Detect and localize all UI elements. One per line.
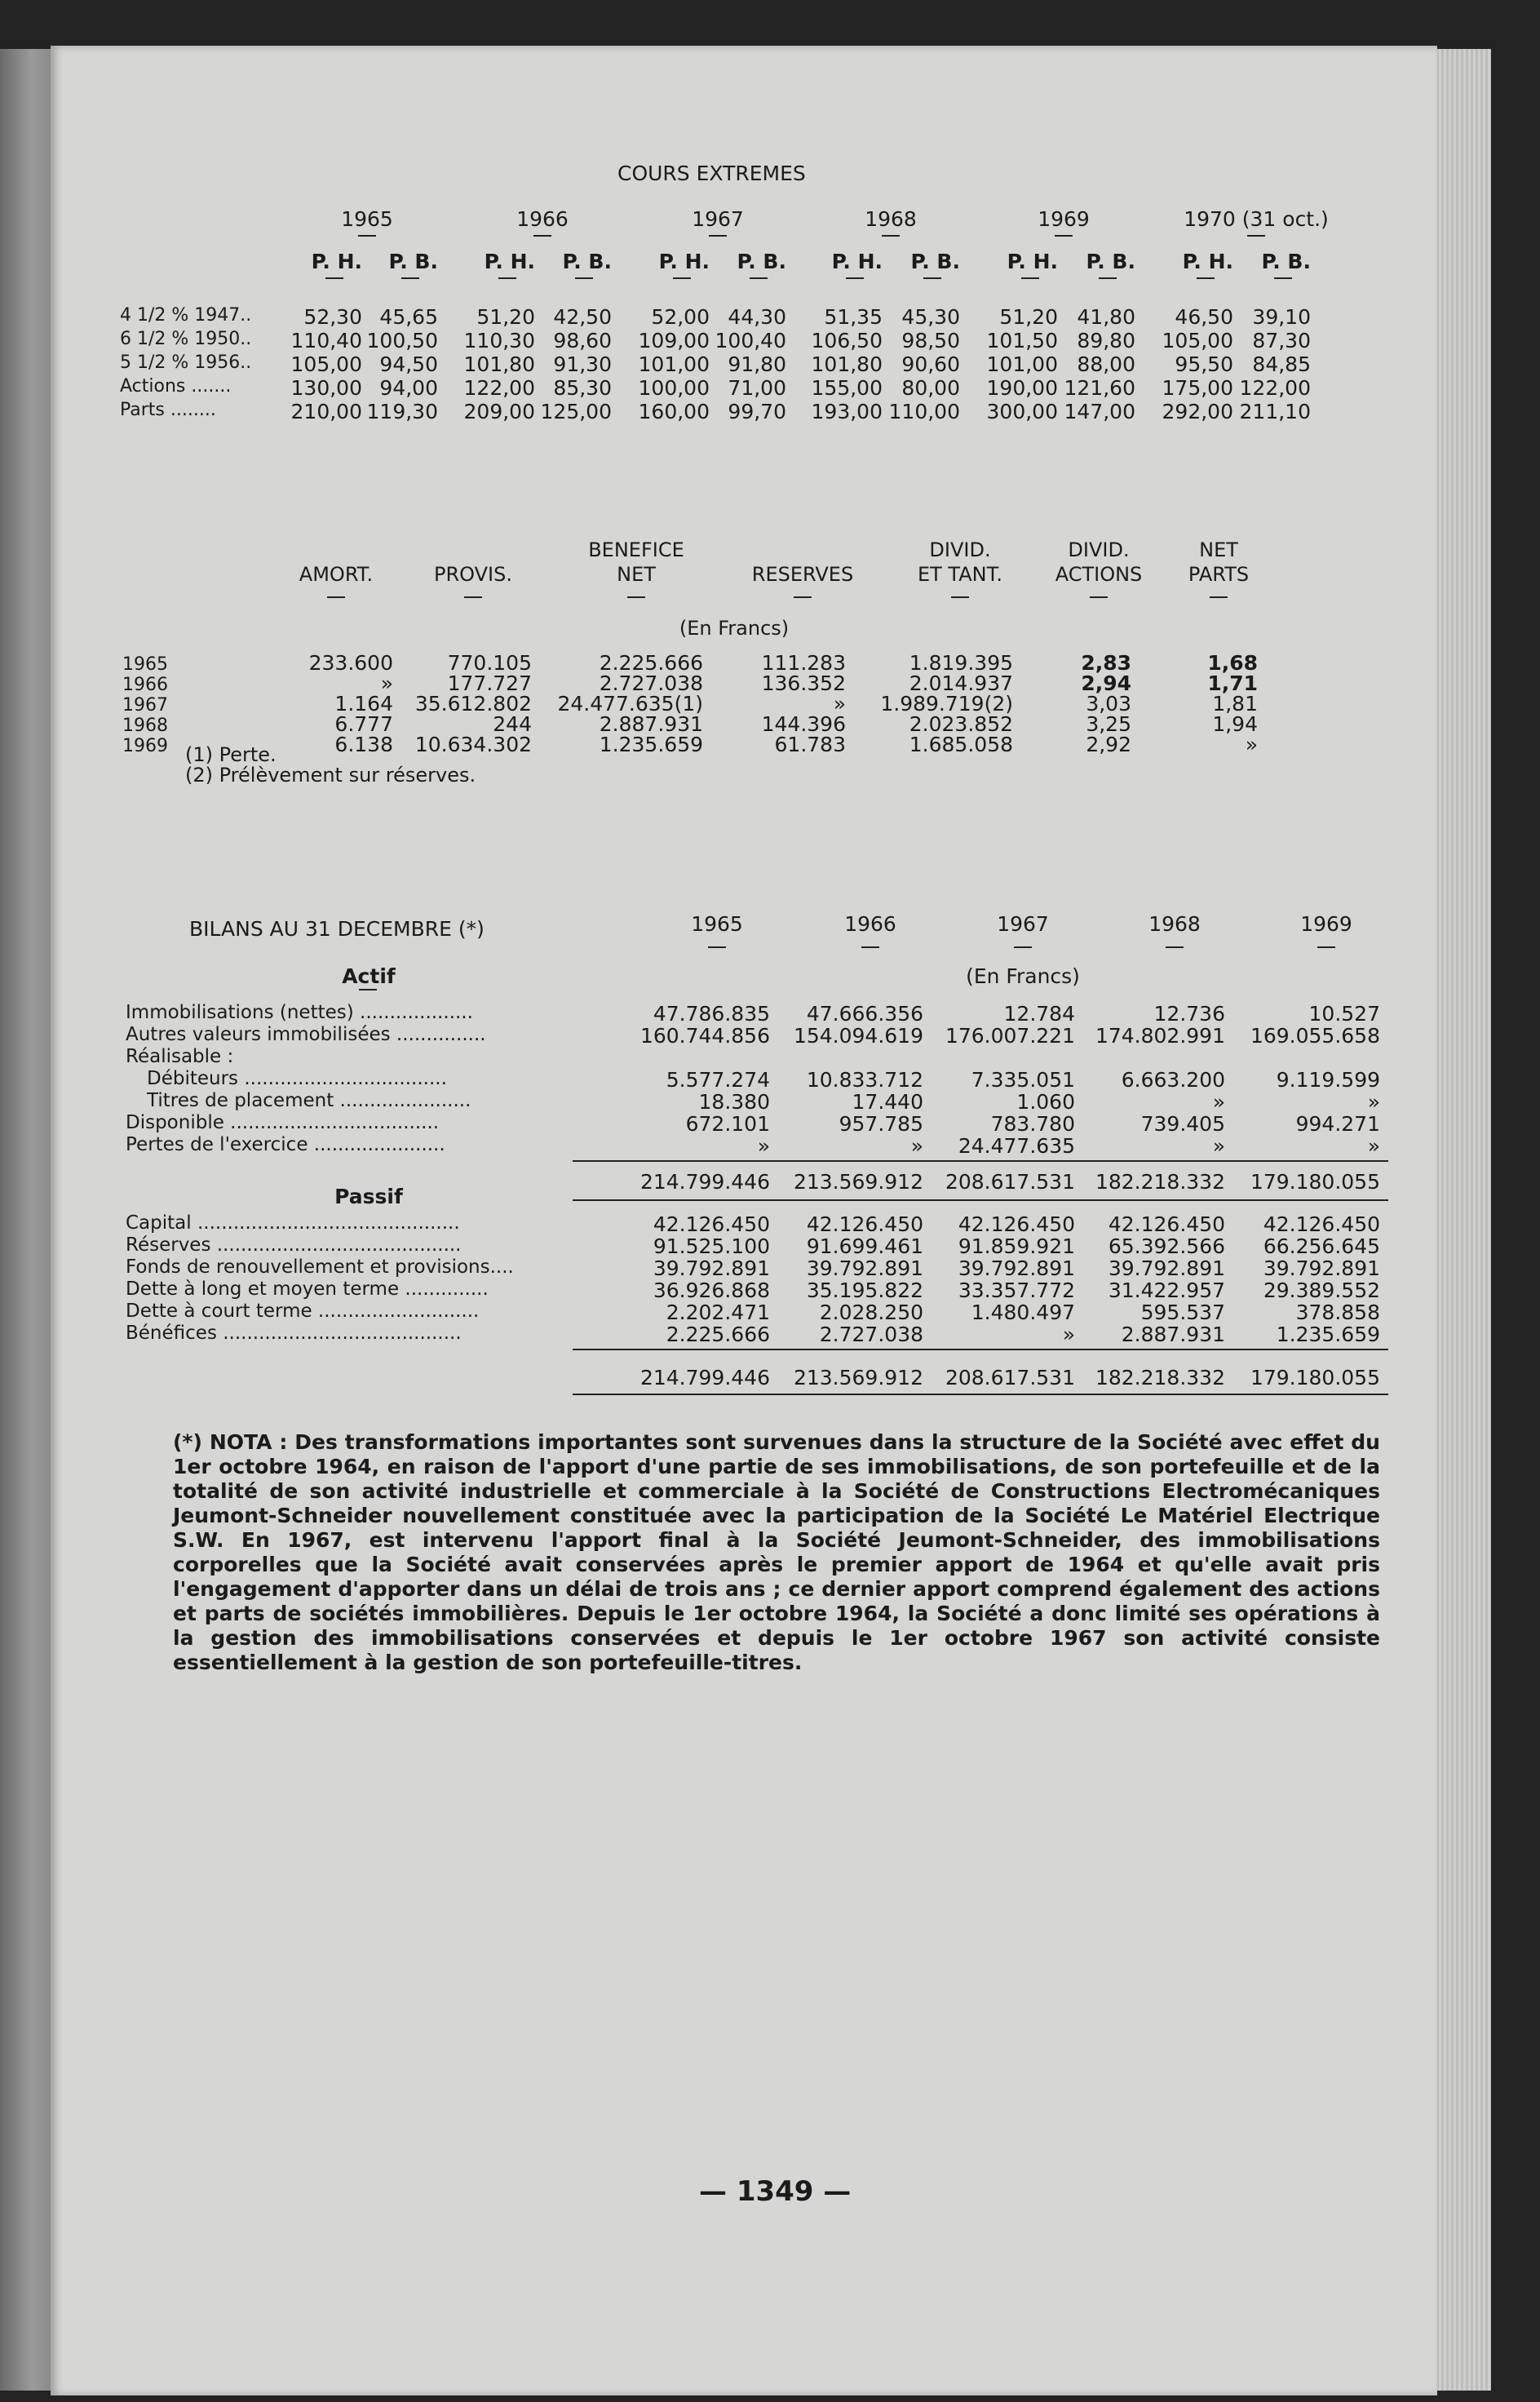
results-divid-cell: 1.685.058 bbox=[909, 733, 1013, 756]
cours-cell: 190,00 bbox=[986, 376, 1058, 400]
cours-cell: 100,50 bbox=[366, 329, 438, 352]
actif-cell: » bbox=[1212, 1134, 1225, 1158]
results-provis-cell: 244 bbox=[493, 712, 532, 736]
results-header-line1: DIVID. bbox=[1068, 538, 1130, 561]
passif-cell: 33.357.772 bbox=[958, 1279, 1075, 1302]
cours-year-header: 1966 bbox=[516, 207, 569, 231]
cours-cell: 105,00 bbox=[1162, 329, 1233, 352]
cours-cell: 98,50 bbox=[901, 329, 960, 352]
nota-label: (*) NOTA : bbox=[173, 1430, 288, 1454]
cours-cell: 45,65 bbox=[379, 305, 438, 329]
cours-cell: 101,80 bbox=[811, 352, 883, 376]
cours-cell: 52,00 bbox=[651, 305, 710, 329]
results-parts-cell: 1,71 bbox=[1207, 671, 1258, 695]
header-underline bbox=[627, 596, 645, 598]
passif-row-label: Fonds de renouvellement et provisions.... bbox=[126, 1256, 514, 1278]
cours-cell: 84,85 bbox=[1252, 352, 1311, 376]
passif-cell: 39.792.891 bbox=[806, 1256, 923, 1280]
cours-cell: 125,00 bbox=[540, 400, 612, 423]
passif-row-label: Réserves ......................................... bbox=[126, 1234, 462, 1256]
results-actions-cell: 3,25 bbox=[1086, 712, 1131, 736]
cours-cell: 122,00 bbox=[463, 376, 535, 400]
actif-cell: 12.784 bbox=[1003, 1002, 1075, 1026]
actif-cell: 18.380 bbox=[698, 1090, 770, 1114]
results-header-line1: NET bbox=[1199, 538, 1238, 561]
cours-cell: 90,60 bbox=[901, 352, 960, 376]
cours-cell: 91,80 bbox=[728, 352, 786, 376]
bilans-year-header: 1968 bbox=[1148, 912, 1201, 936]
actif-row-label: Titres de placement ...................... bbox=[147, 1090, 471, 1111]
actif-cell: » bbox=[1212, 1090, 1225, 1114]
results-amort-cell: 6.138 bbox=[334, 733, 393, 756]
col-underline bbox=[401, 277, 419, 279]
cours-cell: 110,30 bbox=[463, 329, 535, 352]
ph-header: P. H. bbox=[484, 250, 535, 273]
col-underline bbox=[846, 277, 864, 279]
bilans-year-header: 1966 bbox=[844, 912, 896, 936]
results-header-line2: NET bbox=[617, 563, 656, 586]
bilans-year-underline bbox=[1317, 946, 1335, 948]
actif-cell: 957.785 bbox=[839, 1112, 923, 1136]
actif-cell: 47.666.356 bbox=[806, 1002, 923, 1026]
results-reserves-cell: 136.352 bbox=[761, 671, 846, 695]
results-reserves-cell: » bbox=[833, 692, 846, 716]
cours-cell: 211,10 bbox=[1239, 400, 1311, 423]
year-underline bbox=[882, 235, 900, 237]
results-header-line2: ACTIONS bbox=[1055, 563, 1143, 586]
header-underline bbox=[794, 596, 812, 598]
results-header-line2: PROVIS. bbox=[434, 563, 512, 586]
results-header-line1: DIVID. bbox=[929, 538, 991, 561]
actif-total-cell: 182.218.332 bbox=[1095, 1170, 1225, 1194]
cours-cell: 109,00 bbox=[638, 329, 710, 352]
passif-cell: 65.392.566 bbox=[1108, 1234, 1225, 1258]
results-actions-cell: 2,92 bbox=[1086, 733, 1131, 756]
actif-cell: » bbox=[910, 1134, 923, 1158]
document-page bbox=[51, 46, 1437, 2395]
passif-cell: 66.256.645 bbox=[1263, 1234, 1380, 1258]
col-underline bbox=[1099, 277, 1117, 279]
passif-cell: 595.537 bbox=[1140, 1301, 1225, 1324]
cours-cell: 71,00 bbox=[728, 376, 786, 400]
results-note-2: (2) Prélèvement sur réserves. bbox=[185, 764, 476, 787]
results-header-line1: BENEFICE bbox=[588, 538, 684, 561]
cours-cell: 91,30 bbox=[553, 352, 612, 376]
passif-cell: 2.028.250 bbox=[819, 1301, 923, 1324]
passif-cell: 39.792.891 bbox=[1263, 1256, 1380, 1280]
results-amort-cell: 233.600 bbox=[308, 651, 393, 675]
actif-cell: 12.736 bbox=[1153, 1002, 1225, 1026]
results-benefice-cell: 1.235.659 bbox=[599, 733, 703, 756]
passif-row-label: Capital ............................................ bbox=[126, 1212, 460, 1234]
cours-cell: 106,50 bbox=[811, 329, 883, 352]
header-underline bbox=[951, 596, 969, 598]
results-parts-cell: 1,81 bbox=[1212, 692, 1258, 716]
results-provis-cell: 35.612.802 bbox=[414, 692, 532, 716]
cours-row-label: Parts ........ bbox=[120, 400, 216, 420]
actif-cell: 47.786.835 bbox=[653, 1002, 770, 1026]
cours-cell: 94,50 bbox=[379, 352, 438, 376]
col-underline bbox=[1197, 277, 1215, 279]
actif-cell: 24.477.635 bbox=[958, 1134, 1075, 1158]
actif-cell: 154.094.619 bbox=[793, 1024, 923, 1048]
results-provis-cell: 770.105 bbox=[447, 651, 532, 675]
passif-cell: 91.525.100 bbox=[653, 1234, 770, 1258]
cours-cell: 87,30 bbox=[1252, 329, 1311, 352]
results-provis-cell: 10.634.302 bbox=[414, 733, 532, 756]
passif-row-label: Dette à court terme ........................... bbox=[126, 1301, 480, 1322]
cours-cell: 46,50 bbox=[1175, 305, 1233, 329]
pb-header: P. B. bbox=[562, 250, 612, 273]
actif-cell: 783.780 bbox=[990, 1112, 1075, 1136]
bilans-year-underline bbox=[708, 946, 726, 948]
col-underline bbox=[750, 277, 768, 279]
facing-page-edge bbox=[0, 49, 52, 2391]
cours-cell: 160,00 bbox=[638, 400, 710, 423]
actif-cell: 1.060 bbox=[1016, 1090, 1075, 1114]
results-divid-cell: 2.014.937 bbox=[909, 671, 1013, 695]
results-unit: (En Francs) bbox=[679, 617, 790, 640]
cours-cell: 89,80 bbox=[1077, 329, 1135, 352]
bilans-title: BILANS AU 31 DECEMBRE (*) bbox=[189, 917, 485, 941]
cours-cell: 292,00 bbox=[1162, 400, 1233, 423]
cours-row-label: 4 1/2 % 1947.. bbox=[120, 305, 252, 326]
passif-cell: 36.926.868 bbox=[653, 1279, 770, 1302]
cours-year-header: 1969 bbox=[1038, 207, 1090, 231]
cours-cell: 88,00 bbox=[1077, 352, 1135, 376]
results-actions-cell: 3,03 bbox=[1086, 692, 1131, 716]
cours-cell: 193,00 bbox=[811, 400, 883, 423]
cours-title: COURS EXTREMES bbox=[617, 162, 806, 185]
passif-total-cell: 213.569.912 bbox=[793, 1366, 923, 1389]
passif-cell: 1.480.497 bbox=[971, 1301, 1075, 1324]
pb-header: P. B. bbox=[910, 250, 960, 273]
passif-cell: 91.699.461 bbox=[806, 1234, 923, 1258]
bilans-unit: (En Francs) bbox=[966, 964, 1080, 988]
pb-header: P. B. bbox=[1261, 250, 1311, 273]
results-divid-cell: 1.819.395 bbox=[909, 651, 1013, 675]
bilans-year-header: 1965 bbox=[691, 912, 743, 936]
passif-cell: 39.792.891 bbox=[653, 1256, 770, 1280]
cours-cell: 130,00 bbox=[290, 376, 362, 400]
actif-row-label: Autres valeurs immobilisées ............... bbox=[126, 1024, 486, 1045]
actif-row-label: Débiteurs .................................. bbox=[147, 1068, 447, 1089]
col-underline bbox=[923, 277, 941, 279]
cours-cell: 85,30 bbox=[553, 376, 612, 400]
results-actions-cell: 2,94 bbox=[1081, 671, 1131, 695]
passif-cell: 2.225.666 bbox=[666, 1323, 770, 1346]
header-underline bbox=[1210, 596, 1228, 598]
page-stack-edge bbox=[1434, 49, 1491, 2391]
cours-cell: 110,00 bbox=[888, 400, 960, 423]
results-provis-cell: 177.727 bbox=[447, 671, 532, 695]
col-underline bbox=[1021, 277, 1039, 279]
results-divid-cell: 1.989.719(2) bbox=[880, 692, 1013, 716]
cours-row-label: 5 1/2 % 1956.. bbox=[120, 352, 252, 373]
passif-cell: 29.389.552 bbox=[1263, 1279, 1380, 1302]
cours-cell: 94,00 bbox=[379, 376, 438, 400]
cours-cell: 105,00 bbox=[290, 352, 362, 376]
passif-cell: 42.126.450 bbox=[1108, 1212, 1225, 1236]
actif-cell: 176.007.221 bbox=[945, 1024, 1075, 1048]
actif-cell: 7.335.051 bbox=[971, 1068, 1075, 1092]
page-number: — 1349 — bbox=[699, 2175, 852, 2208]
cours-cell: 175,00 bbox=[1162, 376, 1233, 400]
passif-cell: 2.727.038 bbox=[819, 1323, 923, 1346]
results-header-line2: AMORT. bbox=[299, 563, 374, 586]
cours-cell: 210,00 bbox=[290, 400, 362, 423]
results-amort-cell: 6.777 bbox=[334, 712, 393, 736]
passif-cell: 39.792.891 bbox=[958, 1256, 1075, 1280]
actif-total-cell: 208.617.531 bbox=[945, 1170, 1075, 1194]
passif-cell: 39.792.891 bbox=[1108, 1256, 1225, 1280]
cours-cell: 101,00 bbox=[638, 352, 710, 376]
actif-cell: » bbox=[1367, 1090, 1380, 1114]
actif-cell: 739.405 bbox=[1140, 1112, 1225, 1136]
results-benefice-cell: 24.477.635(1) bbox=[557, 692, 703, 716]
results-year: 1968 bbox=[122, 716, 168, 736]
ph-header: P. H. bbox=[1182, 250, 1233, 273]
cours-cell: 95,50 bbox=[1175, 352, 1233, 376]
results-header-line2: ET TANT. bbox=[917, 563, 1003, 586]
passif-cell: 91.859.921 bbox=[958, 1234, 1075, 1258]
cours-year-header: 1968 bbox=[865, 207, 917, 231]
ph-header: P. H. bbox=[658, 250, 710, 273]
actif-cell: » bbox=[1367, 1134, 1380, 1158]
cours-cell: 101,00 bbox=[986, 352, 1058, 376]
ph-header: P. H. bbox=[311, 250, 362, 273]
results-note-1: (1) Perte. bbox=[185, 743, 277, 766]
nota-text: Des transformations importantes sont survenues dans la structure de la Société avec effet du 1er octobre 1964, en raison de l'apport d'une partie de ses immobilisations, de son portefeuille et de la totalité de son activité industrielle et commerciale à la Société de Constructions Electromécaniques Jeumont-Schneider nouvellement constituée avec la participation de la Société Le Matériel Electrique S.W. En 1967, est intervenu l'apport final à la Société Jeumont-Schneider, des immobilisations corporelles que la Société avait conservées après le premier apport de 1964 et qu'elle avait pris l'engagement d'apporter dans un délai de trois ans ; ce dernier apport comprend également des actions et parts de sociétés immobilières. Depuis le 1er octobre 1964, la Société a donc limité ses opérations à la gestion des immobilisations conservées et depuis le 1er octobre 1967 son activité consiste essentiellement à la gestion de son portefeuille-titres. bbox=[173, 1430, 1380, 1674]
actif-underline bbox=[359, 989, 377, 990]
col-underline bbox=[498, 277, 516, 279]
passif-cell: 35.195.822 bbox=[806, 1279, 923, 1302]
actif-title: Actif bbox=[342, 964, 396, 988]
results-divid-cell: 2.023.852 bbox=[909, 712, 1013, 736]
results-reserves-cell: 144.396 bbox=[761, 712, 846, 736]
col-underline bbox=[673, 277, 691, 279]
results-reserves-cell: 111.283 bbox=[761, 651, 846, 675]
actif-cell: 17.440 bbox=[852, 1090, 923, 1114]
cours-cell: 99,70 bbox=[728, 400, 786, 423]
actif-cell: » bbox=[757, 1134, 770, 1158]
bilans-year-underline bbox=[1166, 946, 1184, 948]
cours-cell: 45,30 bbox=[901, 305, 960, 329]
actif-cell: 994.271 bbox=[1295, 1112, 1380, 1136]
cours-cell: 209,00 bbox=[463, 400, 535, 423]
header-underline bbox=[464, 596, 482, 598]
passif-cell: » bbox=[1062, 1323, 1075, 1346]
cours-cell: 100,40 bbox=[715, 329, 786, 352]
passif-cell: 42.126.450 bbox=[806, 1212, 923, 1236]
pb-header: P. B. bbox=[388, 250, 438, 273]
actif-total-cell: 179.180.055 bbox=[1250, 1170, 1380, 1194]
results-amort-cell: » bbox=[380, 671, 393, 695]
passif-cell: 1.235.659 bbox=[1276, 1323, 1380, 1346]
results-year: 1967 bbox=[122, 695, 168, 716]
actif-row-label: Pertes de l'exercice ...................... bbox=[126, 1134, 445, 1155]
results-year: 1966 bbox=[122, 675, 168, 695]
results-benefice-cell: 2.727.038 bbox=[599, 671, 703, 695]
ph-header: P. H. bbox=[1007, 250, 1058, 273]
passif-row-label: Bénéfices ........................................ bbox=[126, 1323, 462, 1344]
actif-cell: 169.055.658 bbox=[1250, 1024, 1380, 1048]
pb-header: P. B. bbox=[1086, 250, 1135, 273]
actif-cell: 5.577.274 bbox=[666, 1068, 770, 1092]
results-amort-cell: 1.164 bbox=[334, 692, 393, 716]
cours-cell: 122,00 bbox=[1239, 376, 1311, 400]
cours-cell: 147,00 bbox=[1064, 400, 1135, 423]
results-year: 1969 bbox=[122, 736, 168, 756]
passif-cell: 2.202.471 bbox=[666, 1301, 770, 1324]
actif-cell: 672.101 bbox=[685, 1112, 770, 1136]
cours-cell: 52,30 bbox=[303, 305, 362, 329]
passif-cell: 378.858 bbox=[1295, 1301, 1380, 1324]
cours-cell: 44,30 bbox=[728, 305, 786, 329]
cours-cell: 51,20 bbox=[999, 305, 1058, 329]
bilans-year-header: 1967 bbox=[997, 912, 1049, 936]
passif-title: Passif bbox=[334, 1185, 403, 1208]
cours-year-header: 1965 bbox=[341, 207, 393, 231]
bilans-year-underline bbox=[1014, 946, 1032, 948]
actif-row-label: Réalisable : bbox=[126, 1046, 234, 1067]
col-underline bbox=[325, 277, 343, 279]
results-actions-cell: 2,83 bbox=[1081, 651, 1131, 675]
actif-total-cell: 214.799.446 bbox=[639, 1170, 770, 1194]
cours-cell: 39,10 bbox=[1252, 305, 1311, 329]
results-parts-cell: 1,94 bbox=[1212, 712, 1258, 736]
cours-cell: 41,80 bbox=[1077, 305, 1135, 329]
cours-row-label: 6 1/2 % 1950.. bbox=[120, 329, 252, 349]
cours-cell: 119,30 bbox=[366, 400, 438, 423]
total-rule bbox=[573, 1349, 1388, 1350]
results-reserves-cell: 61.783 bbox=[774, 733, 846, 756]
results-header-line2: PARTS bbox=[1188, 563, 1250, 586]
actif-cell: 9.119.599 bbox=[1276, 1068, 1380, 1092]
pb-header: P. B. bbox=[737, 250, 786, 273]
cours-cell: 101,80 bbox=[463, 352, 535, 376]
passif-total-cell: 179.180.055 bbox=[1250, 1366, 1380, 1389]
ph-header: P. H. bbox=[831, 250, 883, 273]
cours-cell: 300,00 bbox=[986, 400, 1058, 423]
cours-year-header: 1970 (31 oct.) bbox=[1184, 207, 1329, 231]
passif-row-label: Dette à long et moyen terme .............. bbox=[126, 1279, 489, 1300]
cours-year-header: 1967 bbox=[692, 207, 744, 231]
results-benefice-cell: 2.887.931 bbox=[599, 712, 703, 736]
year-underline bbox=[533, 235, 551, 237]
actif-cell: 160.744.856 bbox=[639, 1024, 770, 1048]
results-year: 1965 bbox=[122, 654, 168, 675]
actif-cell: 10.833.712 bbox=[806, 1068, 923, 1092]
cours-cell: 98,60 bbox=[553, 329, 612, 352]
results-parts-cell: 1,68 bbox=[1207, 651, 1258, 675]
results-benefice-cell: 2.225.666 bbox=[599, 651, 703, 675]
actif-row-label: Disponible ................................... bbox=[126, 1112, 440, 1133]
col-underline bbox=[575, 277, 593, 279]
results-parts-cell: » bbox=[1245, 733, 1258, 756]
actif-total-cell: 213.569.912 bbox=[793, 1170, 923, 1194]
nota-paragraph bbox=[173, 1430, 1380, 1675]
passif-total-cell: 182.218.332 bbox=[1095, 1366, 1225, 1389]
year-underline bbox=[1055, 235, 1073, 237]
actif-cell: 6.663.200 bbox=[1121, 1068, 1225, 1092]
results-header-line2: RESERVES bbox=[751, 563, 854, 586]
year-underline bbox=[709, 235, 727, 237]
cours-cell: 51,35 bbox=[824, 305, 883, 329]
total-rule bbox=[573, 1199, 1388, 1201]
cours-cell: 42,50 bbox=[553, 305, 612, 329]
passif-cell: 42.126.450 bbox=[1263, 1212, 1380, 1236]
passif-total-cell: 214.799.446 bbox=[639, 1366, 770, 1389]
cours-cell: 110,40 bbox=[290, 329, 362, 352]
passif-cell: 2.887.931 bbox=[1121, 1323, 1225, 1346]
bilans-year-header: 1969 bbox=[1300, 912, 1352, 936]
actif-row-label: Immobilisations (nettes) ................... bbox=[126, 1002, 473, 1023]
actif-cell: 174.802.991 bbox=[1095, 1024, 1225, 1048]
header-underline bbox=[1090, 596, 1108, 598]
passif-total-cell: 208.617.531 bbox=[945, 1366, 1075, 1389]
cours-cell: 80,00 bbox=[901, 376, 960, 400]
passif-cell: 31.422.957 bbox=[1108, 1279, 1225, 1302]
cours-cell: 101,50 bbox=[986, 329, 1058, 352]
cours-cell: 100,00 bbox=[638, 376, 710, 400]
header-underline bbox=[327, 596, 345, 598]
total-rule bbox=[573, 1394, 1388, 1395]
cours-cell: 121,60 bbox=[1064, 376, 1135, 400]
cours-cell: 51,20 bbox=[476, 305, 535, 329]
cours-row-label: Actions ....... bbox=[120, 376, 232, 397]
year-underline bbox=[358, 235, 376, 237]
col-underline bbox=[1274, 277, 1292, 279]
passif-cell: 42.126.450 bbox=[653, 1212, 770, 1236]
passif-cell: 42.126.450 bbox=[958, 1212, 1075, 1236]
actif-cell: 10.527 bbox=[1308, 1002, 1380, 1026]
total-rule bbox=[573, 1160, 1388, 1162]
bilans-year-underline bbox=[861, 946, 879, 948]
year-underline bbox=[1247, 235, 1265, 237]
cours-cell: 155,00 bbox=[811, 376, 883, 400]
